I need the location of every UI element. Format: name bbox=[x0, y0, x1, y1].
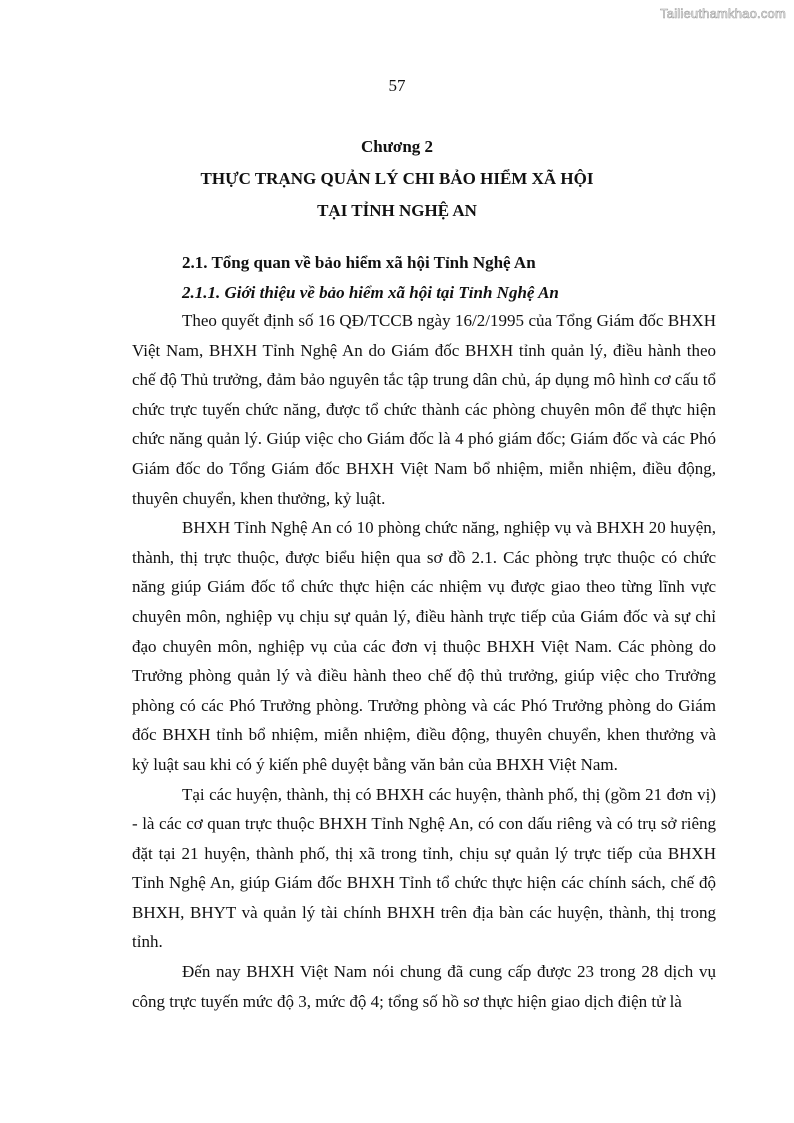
watermark: Tailieuthamkhao.com bbox=[660, 6, 786, 21]
paragraph: Đến nay BHXH Việt Nam nói chung đã cung cấp được 23 trong 28 dịch vụ công trực tuyến mức độ 3, mức độ 4; tổng số hồ sơ thực hiện giao dịch điện tử là bbox=[132, 962, 716, 1011]
section-heading: 2.1. Tổng quan về bảo hiểm xã hội Tỉnh Nghệ An bbox=[182, 253, 536, 272]
body-text bbox=[132, 306, 716, 1016]
chapter-header bbox=[0, 131, 794, 227]
paragraph: Theo quyết định số 16 QĐ/TCCB ngày 16/2/1995 của Tổng Giám đốc BHXH Việt Nam, BHXH Tỉnh Nghệ An do Giám đốc BHXH tỉnh quản lý, điều hành theo chế độ Thủ trưởng, đảm bảo nguyên tắc tập trung dân chủ, áp dụng mô hình cơ cấu tổ chức trực tuyến chức năng, được tổ chức thành các phòng chuyên môn để thực hiện chức năng quản lý. Giúp việc cho Giám đốc là 4 phó giám đốc; Giám đốc và các Phó Giám đốc do Tổng Giám đốc BHXH Việt Nam bổ nhiệm, miễn nhiệm, điều động, thuyên chuyển, khen thưởng, kỷ luật. bbox=[132, 311, 716, 508]
chapter-title-line-1: THỰC TRẠNG QUẢN LÝ CHI BẢO HIỂM XÃ HỘI bbox=[200, 169, 594, 188]
page-number: 57 bbox=[388, 76, 406, 95]
chapter-label: Chương 2 bbox=[360, 137, 434, 156]
chapter-title-line-2: TẠI TỈNH NGHỆ AN bbox=[317, 201, 477, 220]
paragraph: BHXH Tỉnh Nghệ An có 10 phòng chức năng, nghiệp vụ và BHXH 20 huyện, thành, thị trực thuộc, được biểu hiện qua sơ đồ 2.1. Các phòng trực thuộc có chức năng giúp Giám đốc tổ chức thực hiện các nhiệm vụ được giao theo từng lĩnh vực chuyên môn, nghiệp vụ chịu sự quản lý, điều hành trực tiếp của Giám đốc và sự chỉ đạo chuyên môn, nghiệp vụ của các đơn vị thuộc BHXH Việt Nam. Các phòng do Trưởng phòng quản lý và điều hành theo chế độ thủ trưởng, giúp việc cho Trưởng phòng có các Phó Trưởng phòng. Trưởng phòng và các Phó Trưởng phòng do Giám đốc BHXH tỉnh bổ nhiệm, miễn nhiệm, điều động, thuyên chuyển, khen thưởng và kỷ luật sau khi có ý kiến phê duyệt bằng văn bản của BHXH Việt Nam. bbox=[132, 518, 716, 774]
paragraph: Tại các huyện, thành, thị có BHXH các huyện, thành phố, thị (gồm 21 đơn vị) - là các cơ quan trực thuộc BHXH Tỉnh Nghệ An, có con dấu riêng và có trụ sở riêng đặt tại 21 huyện, thành phố, thị xã trong tỉnh, chịu sự quản lý trực tiếp của BHXH Tỉnh Nghệ An, giúp Giám đốc BHXH Tỉnh tổ chức thực hiện các chính sách, chế độ BHXH, BHYT và quản lý tài chính BHXH trên địa bàn các huyện, thành, thị trong tỉnh. bbox=[132, 784, 716, 952]
subsection-heading: 2.1.1. Giới thiệu về bảo hiểm xã hội tại Tỉnh Nghệ An bbox=[182, 283, 559, 302]
